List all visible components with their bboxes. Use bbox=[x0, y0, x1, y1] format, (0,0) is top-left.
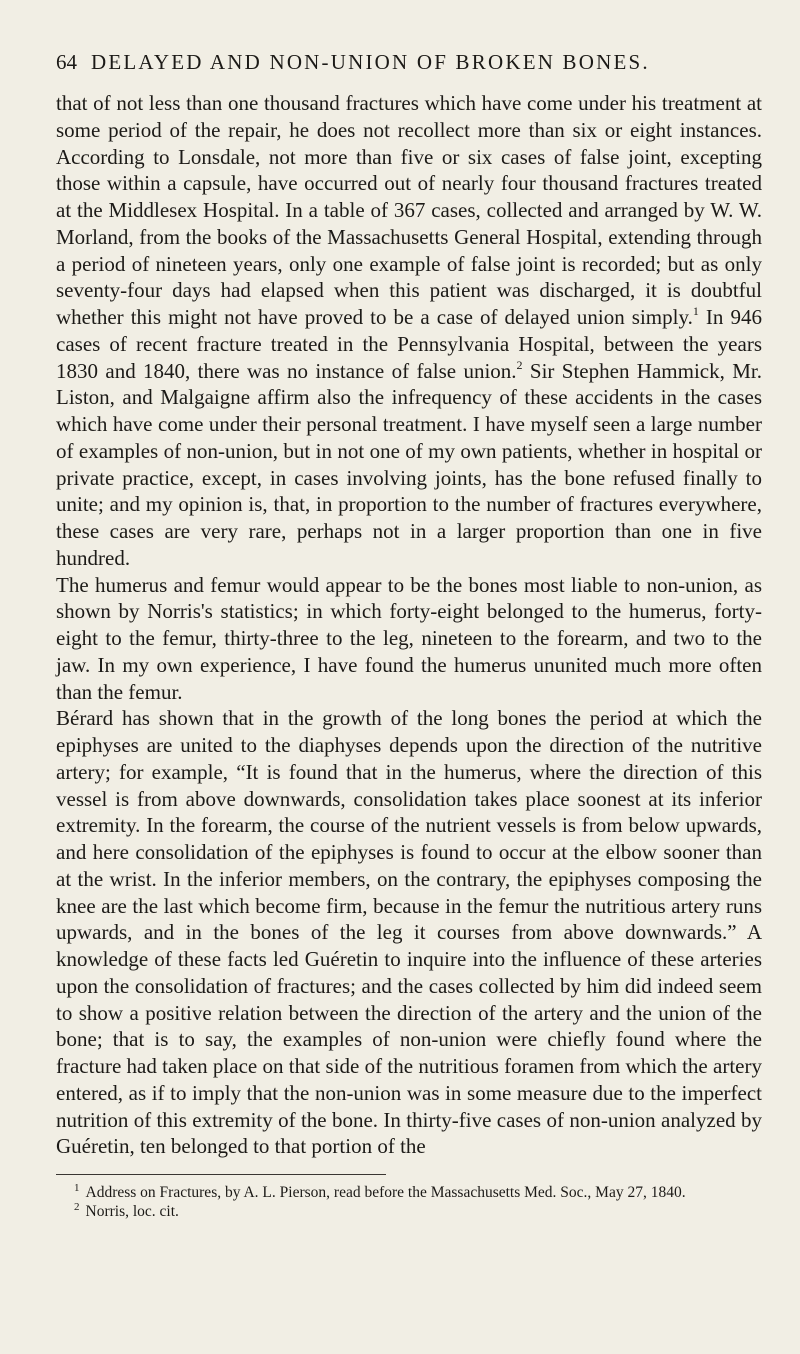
footnote-1 bbox=[56, 1183, 762, 1202]
footnote-rule bbox=[56, 1174, 386, 1175]
running-head-title: DELAYED AND NON-UNION OF BROKEN BONES. bbox=[91, 50, 650, 74]
running-head bbox=[56, 50, 762, 90]
paragraph-1-part-3: Sir Stephen Hammick, Mr. Liston, and Malgaigne affirm also the infrequency of these accidents in the cases which have come under their personal treatment. I have myself seen a large number of examples of non-union, but in not one of my own patients, whether in hospital or private practice, except, in cases involving joints, has the bone refused finally to unite; and my opinion is, that, in proportion to the number of fractures everywhere, these cases are very rare, perhaps not in a larger proportion than one in five hundred. bbox=[56, 358, 762, 570]
footnote-2 bbox=[56, 1202, 762, 1221]
paragraph-2: The humerus and femur would appear to be the bones most liable to non-union, as shown by Norris's statistics; in which forty-eight belonged to the humerus, forty-eight to the femur, thirty-three to the leg, nineteen to the forearm, and two to the jaw. In my own experience, I have found the humerus ununited much more often than the femur. bbox=[56, 572, 762, 704]
footnote-ref-1[interactable]: 1 bbox=[692, 304, 699, 318]
paragraph-1 bbox=[56, 90, 762, 572]
paragraph-1-part-2: In 946 cases of recent fracture treated in the Pennsylvania Hospital, between the years 1830 and 1840, there was no instance of false union. bbox=[56, 305, 762, 383]
footnote-ref-2[interactable]: 2 bbox=[516, 357, 523, 372]
book-page bbox=[56, 50, 762, 1221]
footnote-1-text: Address on Fractures, by A. L. Pierson, read before the Massachusetts Med. Soc., May 27, 1840. bbox=[85, 1184, 686, 1201]
paragraph-1-part-1: that of not less than one thousand fractures which have come under his treatment at some period of the repair, he does not recollect more than six or eight instances. According to Lonsdale, not more than five or six cases of false joint, excepting those within a capsule, have occurred out of nearly four thousand fractures treated at the Middlesex Hospital. In a table of 367 cases, collected and arranged by W. W. Morland, from the books of the Massachusetts General Hospital, extending through a period of nineteen years, only one example of false joint is recorded; but as only seventy-four days had elapsed when this patient was discharged, it is doubtful whether this might not have proved to be a case of delayed union simply. bbox=[56, 91, 762, 329]
paragraph-3: Bérard has shown that in the growth of the long bones the period at which the epiphyses are united to the diaphyses depends upon the direction of the nutritive artery; for example, “It is found that in the humerus, where the direction of this vessel is from above downwards, consolidation takes place soonest at its inferior extremity. In the forearm, the course of the nutrient vessels is from below upwards, and here consolidation of the epiphyses is found to occur at the elbow sooner than at the wrist. In the inferior members, on the contrary, the epiphyses composing the knee are the last which become firm, because in the femur the nutritious artery runs upwards, and in the bones of the leg it courses from above downwards.” A knowledge of these facts led Guéretin to inquire into the influence of these arteries upon the consolidation of fractures; and the cases collected by him did indeed seem to show a positive relation between the direction of the artery and the union of the bone; that is to say, the examples of non-union were chiefly found where the fracture had taken place on that side of the nutritious foramen from which the artery entered, as if to imply that the non-union was in some measure due to the imperfect nutrition of this extremity of the bone. In thirty-five cases of non-union analyzed by Guéretin, ten belonged to that portion of the bbox=[56, 706, 762, 1159]
page-number: 64 bbox=[56, 50, 77, 74]
footnote-1-mark: 1 bbox=[74, 1182, 80, 1194]
footnote-2-text: Norris, loc. cit. bbox=[85, 1203, 179, 1220]
footnote-2-mark: 2 bbox=[74, 1201, 80, 1213]
footnotes bbox=[56, 1183, 762, 1221]
body-text bbox=[56, 90, 762, 1160]
